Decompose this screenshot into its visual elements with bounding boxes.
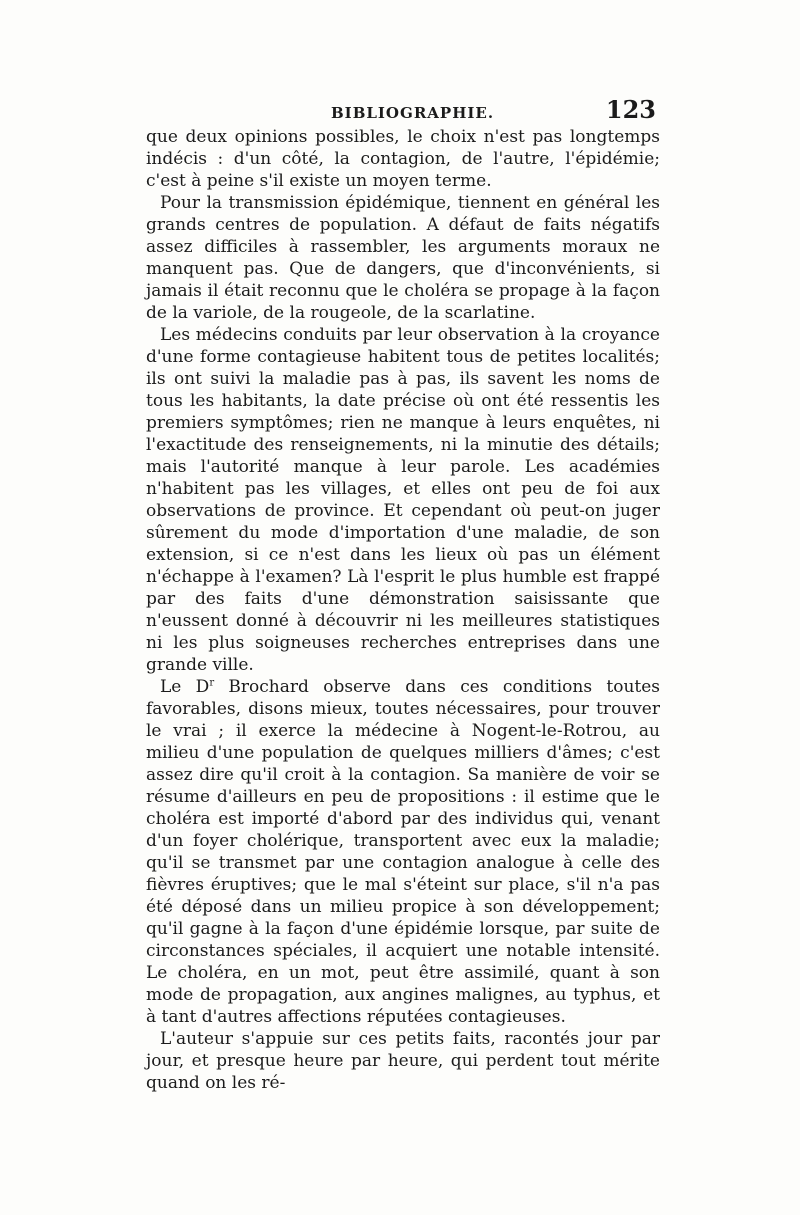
paragraph-2: Pour la transmission épidémique, tiennent en général les grands centres de population. A défaut de faits négatifs assez difficiles à rassembler, les arguments moraux ne manquent pas. Que de dangers, que d'inconvénients, si jamais il était reconnu que le choléra se propage à la façon de la variole, de la rougeole, de la scarlatine. [146,193,660,323]
doctor-title-superscript: r [209,677,215,689]
page-number: 123 [605,95,656,124]
doctor-title: Le D [160,677,210,697]
page-header [146,95,656,125]
paragraph-1: que deux opinions possibles, le choix n'est pas longtemps indécis : d'un côté, la contagion, de l'autre, l'épidémie; c'est à peine s'il existe un moyen terme. [146,127,660,191]
body-text [146,126,660,1094]
running-head: BIBLIOGRAPHIE. [331,104,495,122]
paragraph-5: L'auteur s'appuie sur ces petits faits, racontés jour par jour, et presque heure par heure, qui perdent tout mérite quand on les ré- [146,1029,660,1093]
paragraph-3: Les médecins conduits par leur observation à la croyance d'une forme contagieuse habitent tous de petites localités; ils ont suivi la maladie pas à pas, ils savent les noms de tous les habitants, la date précise où ont été ressentis les premiers symptômes; rien ne manque à leurs enquêtes, ni l'exactitude des renseignements, ni la minutie des détails; mais l'autorité manque à leur parole. Les académies n'habitent pas les villages, et elles ont peu de foi aux observations de province. Et cependant où peut-on juger sûrement du mode d'importation d'une maladie, de son extension, si ce n'est dans les lieux où pas un élément n'échappe à l'examen? Là l'esprit le plus humble est frappé par des faits d'une démonstration saisissante que n'eussent donné à découvrir ni les meilleures statistiques ni les plus soigneuses recherches entreprises dans une grande ville. [146,325,660,675]
paragraph-4-text: Brochard observe dans ces conditions toutes favorables, disons mieux, toutes nécessaires, pour trouver le vrai ; il exerce la médecine à Nogent-le-Rotrou, au milieu d'une population de quelques milliers d'âmes; c'est assez dire qu'il croit à la contagion. Sa manière de voir se résume d'ailleurs en peu de propositions : il estime que le choléra est importé d'abord par des individus qui, venant d'un foyer cholérique, transportent avec eux la maladie; qu'il se transmet par une contagion analogue à celle des fièvres éruptives; que le mal s'éteint sur place, s'il n'a pas été déposé dans un milieu propice à son développement; qu'il gagne à la façon d'une épidémie lorsque, par suite de circonstances spéciales, il acquiert une notable intensité. Le choléra, en un mot, peut être assimilé, quant à son mode de propagation, aux angines malignes, au typhus, et à tant d'autres affections réputées contagieuses. [146,677,661,1027]
paragraph-4 [146,676,660,1028]
